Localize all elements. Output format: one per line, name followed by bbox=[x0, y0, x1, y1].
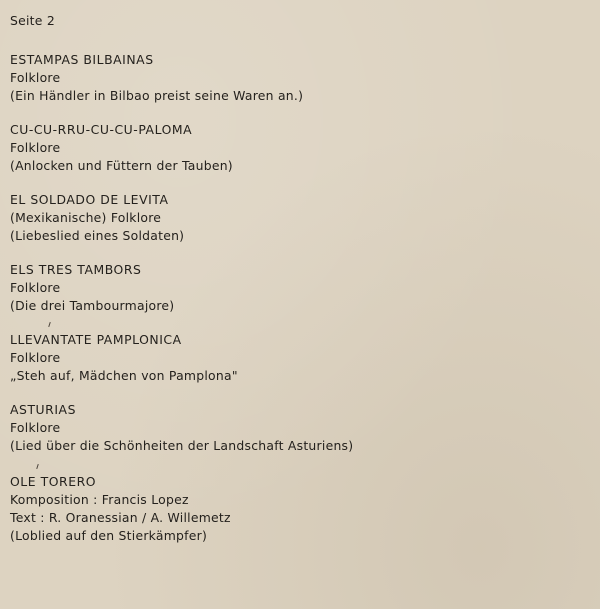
track-line: Komposition : Francis Lopez bbox=[10, 492, 189, 507]
accent-mark bbox=[48, 322, 50, 327]
track-line: (Lied über die Schönheiten der Landschaft Asturiens) bbox=[10, 438, 354, 453]
track-line: Folklore bbox=[10, 420, 61, 435]
track-title: OLE TORERO bbox=[10, 474, 97, 489]
track-title: ESTAMPAS BILBAINAS bbox=[10, 52, 154, 67]
track-title: LLEVANTATE PAMPLONICA bbox=[10, 332, 182, 347]
track-line: „Steh auf, Mädchen von Pamplona" bbox=[10, 368, 238, 383]
track-line: (Anlocken und Füttern der Tauben) bbox=[10, 158, 233, 173]
track-line: (Mexikanische) Folklore bbox=[10, 210, 162, 225]
track-title: CU-CU-RRU-CU-CU-PALOMA bbox=[10, 122, 193, 137]
track-line: Folklore bbox=[10, 140, 61, 155]
track-line: Folklore bbox=[10, 70, 61, 85]
track-line: Folklore bbox=[10, 350, 61, 365]
track-line: (Loblied auf den Stierkämpfer) bbox=[10, 528, 208, 543]
track-line: Folklore bbox=[10, 280, 61, 295]
track-line: (Die drei Tambourmajore) bbox=[10, 298, 175, 313]
track-line: Text : R. Oranessian / A. Willemetz bbox=[10, 510, 231, 525]
track-line: (Liebeslied eines Soldaten) bbox=[10, 228, 185, 243]
track-title: ASTURIAS bbox=[10, 402, 76, 417]
track-title: ELS TRES TAMBORS bbox=[10, 262, 142, 277]
track-line: (Ein Händler in Bilbao preist seine Waren an.) bbox=[10, 88, 304, 103]
track-title: EL SOLDADO DE LEVITA bbox=[10, 192, 169, 207]
accent-mark bbox=[36, 464, 38, 469]
side-label: Seite 2 bbox=[10, 13, 55, 28]
